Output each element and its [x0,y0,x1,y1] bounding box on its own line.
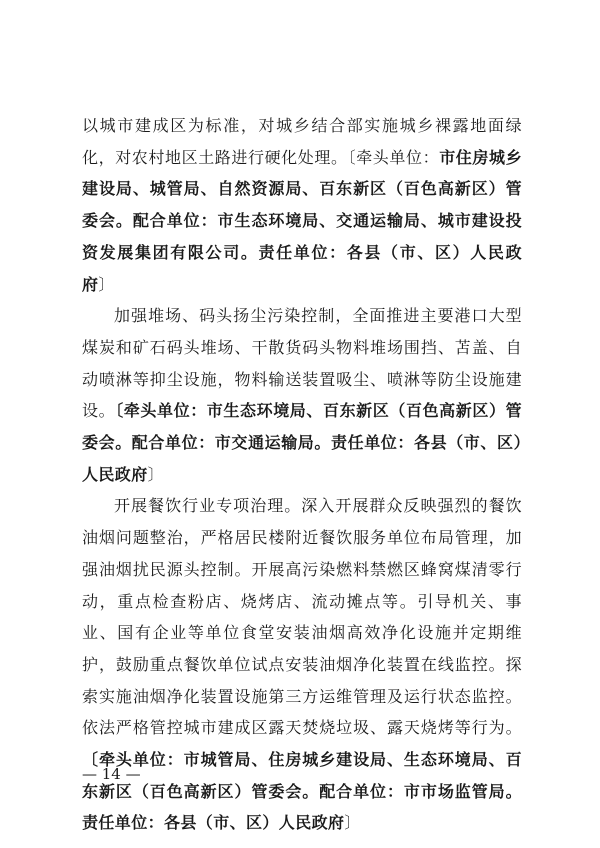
responsibility-bracket-close: 〕 [98,274,115,294]
responsibility-bracket-open: 〔牵头单位： [347,147,440,167]
document-page [82,110,522,839]
paragraph-greening [82,110,522,300]
responsibility-bracket-close: 〕 [147,464,165,484]
responsibility-units: 〔牵头单位：市城管局、住房城乡建设局、生态环境局、百东新区（百色高新区）管委会。配合单位：市市场监管局。责任单位：各县（市、区）人民政府 [82,750,522,833]
responsibility-bracket-close: 〕 [344,813,361,833]
responsibility-units: 市住房城乡建设局、城管局、自然资源局、百东新区（百色高新区）管委会。配合单位：市生态环境局、交通运输局、城市建设投资发展集团有限公司。责任单位：各县（市、区）人民政府 [82,147,522,294]
paragraph-text: 加强堆场、码头扬尘污染控制，全面推进主要港口大型煤炭和矿石码头堆场、干散货码头物料堆场围挡、苫盖、自动喷淋等抑尘设施，物料输送装置吸尘、喷淋等防尘设施建设。 [82,306,522,421]
paragraph-text: 以城市建成区为标准，对城乡结合部实施城乡裸露地面绿化，对农村地区土路进行硬化处理。 [82,116,522,167]
paragraph-catering-governance [82,490,522,839]
paragraph-dust-control [82,300,522,490]
paragraph-text: 开展餐饮行业专项治理。深入开展群众反映强烈的餐饮油烟问题整治，严格居民楼附近餐饮服务单位布局管理，加强油烟扰民源头控制。开展高污染燃料禁燃区蜂窝煤清零行动，重点检查粉店、烧烤店、流动摊点等。引导机关、事业、国有企业等单位食堂安装油烟高效净化设施并定期维护，鼓励重点餐饮单位试点安装油烟净化装置在线监控。探索实施油烟净化装置设施第三方运维管理及运行状态监控。依法严格管控城市建成区露天焚烧垃圾、露天烧烤等行为。 [82,496,522,738]
responsibility-units: 〔牵头单位：市生态环境局、百东新区（百色高新区）管委会。配合单位：市交通运输局。责任单位：各县（市、区）人民政府 [82,401,522,484]
page-number: — 14 — [82,765,141,783]
